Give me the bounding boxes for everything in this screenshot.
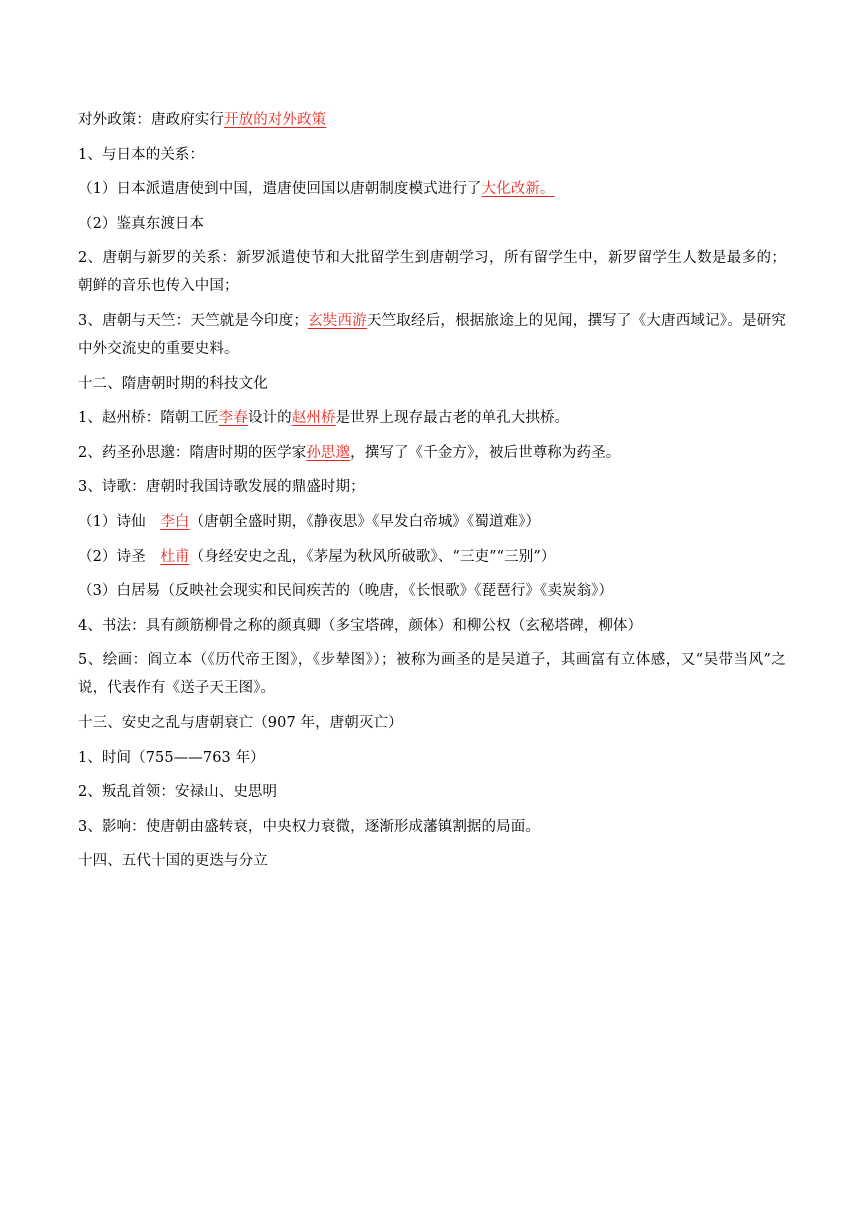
line-poetry [78,473,786,501]
text: 1、与日本的关系： [78,146,205,163]
text: （2）鉴真东渡日本 [78,215,205,232]
text: 十二、隋唐朝时期的科技文化 [78,375,268,392]
text: 是世界上现存最古老的单孔大拱桥。 [335,410,570,427]
highlight-open-policy: 开放的对外政策 [224,112,327,128]
text: 设计的 [247,410,292,427]
highlight-zhaozhou-bridge: 赵州桥 [291,410,336,427]
line-dufu [78,543,786,571]
line-painting [78,646,786,702]
text: ，撰写了《千金方》，被后世尊称为药圣。 [350,444,621,461]
line-silla [78,244,786,300]
line-leaders [78,778,786,806]
text: 十三、安史之乱与唐朝衰亡（907 年，唐朝灭亡） [78,714,403,731]
line-india [78,307,786,363]
document-body [78,106,786,882]
text: （唐朝全盛时期，《静夜思》《早发白帝城》《蜀道难》） [189,513,541,530]
section-heading-13 [78,709,786,737]
text: 3、唐朝与天竺：天竺就是今印度； [78,312,308,329]
line-japan-1 [78,175,786,203]
line-japan-2 [78,210,786,238]
text: 1、时间（755——763 年） [78,749,265,766]
line-yaosheng [78,439,786,467]
line-zhaozhou [78,404,786,432]
line-calligraphy [78,612,786,640]
text: 天竺取经后，根据旅途上的见闻，撰写了《大唐西域记》。是研究中外交流史的重要史料。 [78,312,786,357]
highlight-sunsimiao: 孙思邈 [306,444,351,461]
text: 3、诗歌：唐朝时我国诗歌发展的鼎盛时期； [78,479,365,496]
text: （1）日本派遣唐使到中国，遣唐使回国以唐朝制度模式进行了 [78,181,482,198]
text: （身经安史之乱，《茅屋为秋风所破歌》、“三吏”“三别”） [189,548,556,565]
text: （3）白居易（反映社会现实和民间疾苦的（晚唐，《长恨歌》《琵琶行》《卖炭翁》） [78,583,614,600]
section-heading-14 [78,847,786,875]
highlight-lichun: 李春 [218,410,248,427]
text: 2、药圣孙思邈：隋唐时期的医学家 [78,444,307,461]
text: 2、唐朝与新罗的关系：新罗派遣使节和大批留学生到唐朝学习，所有留学生中，新罗留学生人数是最多的；朝鲜的音乐也传入中国； [78,250,786,295]
highlight-libai: 李白 [160,513,190,530]
section-heading-12 [78,370,786,398]
line-time [78,744,786,772]
line-impact [78,813,786,841]
text: 对外政策：唐政府实行 [78,112,224,128]
text: 3、影响：使唐朝由盛转衰，中央权力衰微，逐渐形成藩镇割据的局面。 [78,818,540,835]
line-foreign-policy [78,106,786,134]
text: 2、叛乱首领：安禄山、史思明 [78,784,278,801]
line-libai [78,508,786,536]
text: （1）诗仙 [78,513,161,530]
highlight-taika-reform: 大化改新。 [481,181,555,198]
text: 1、赵州桥：隋朝工匠 [78,410,219,427]
text: 5、绘画：阎立本（《历代帝王图》，《步辇图》）；被称为画圣的是吴道子，其画富有立体感，又“吴带当风”之说，代表作有《送子天王图》。 [78,652,786,697]
line-baijuyi [78,577,786,605]
text: （2）诗圣 [78,548,161,565]
text: 十四、五代十国的更迭与分立 [78,853,268,870]
line-japan-title [78,141,786,169]
text: 4、书法：具有颜筋柳骨之称的颜真卿（多宝塔碑，颜体）和柳公权（玄秘塔碑，柳体） [78,617,643,634]
highlight-xuanzang: 玄奘西游 [307,312,367,329]
highlight-dufu: 杜甫 [160,548,190,565]
